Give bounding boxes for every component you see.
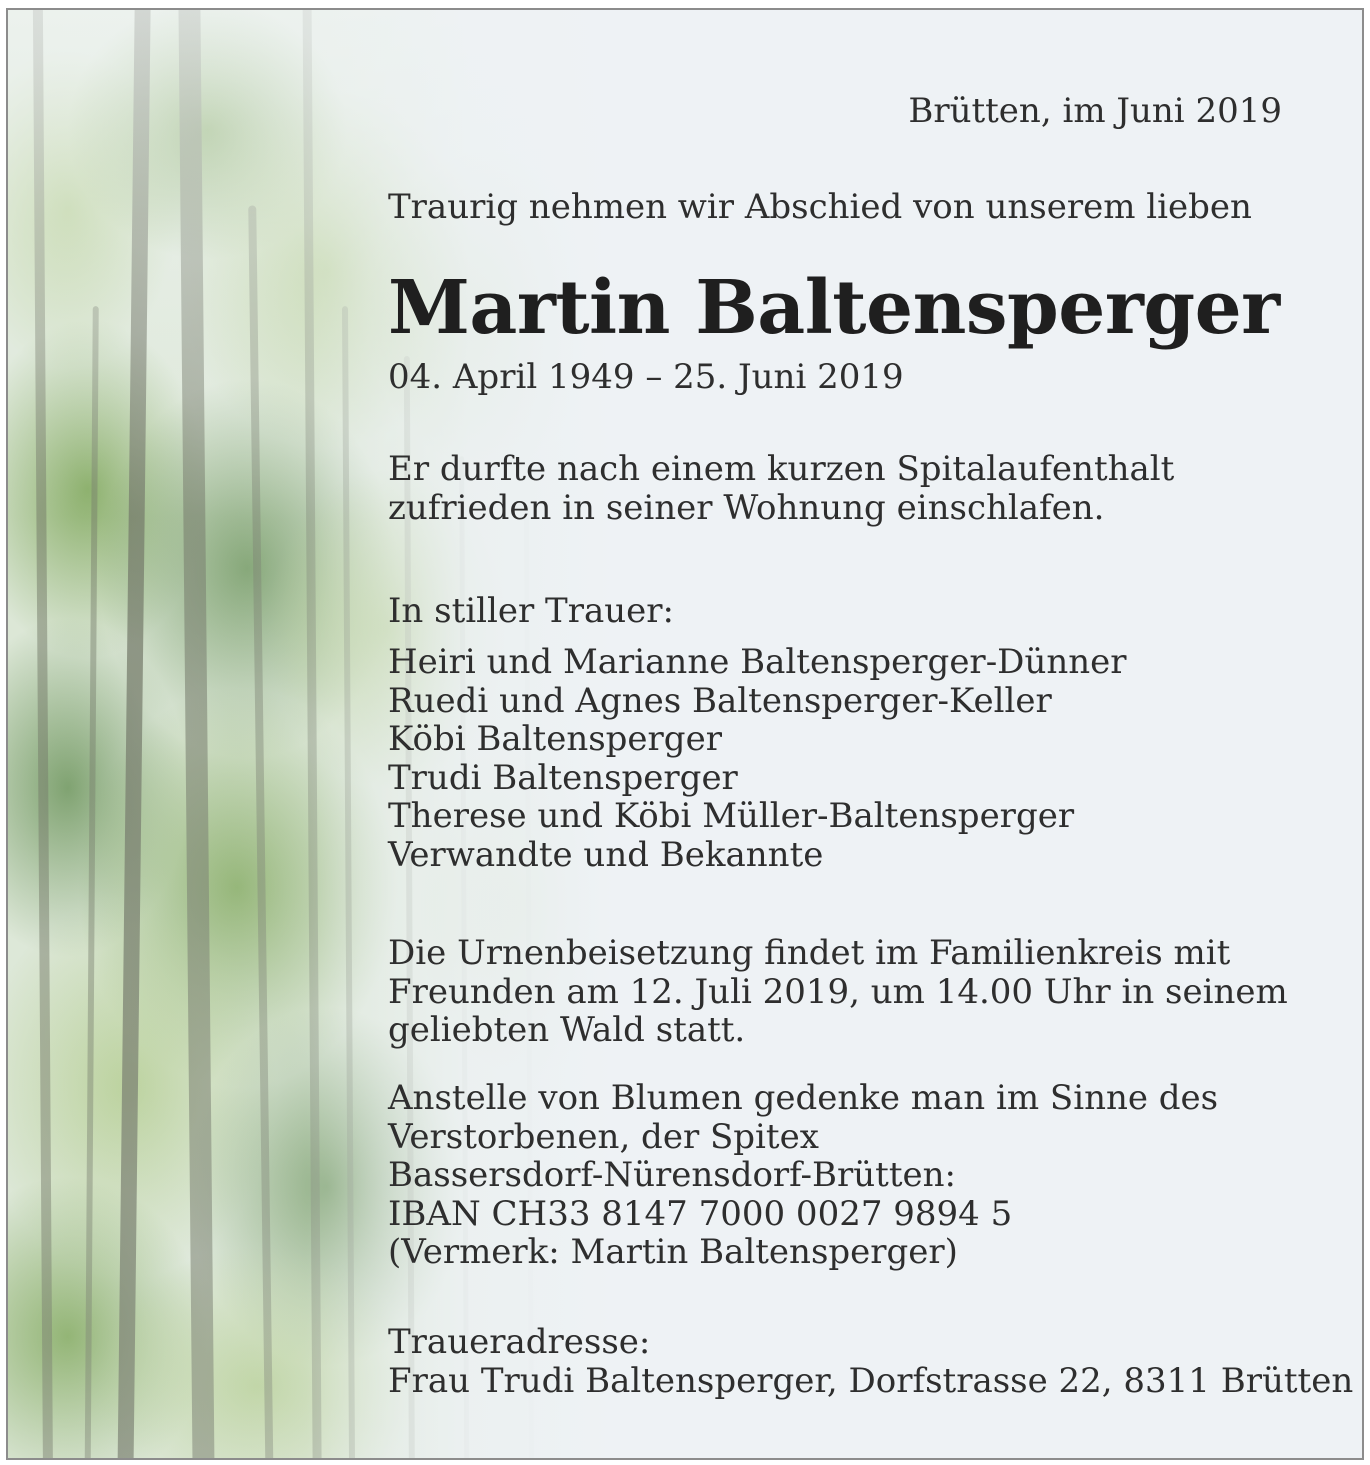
obituary-notice xyxy=(6,8,1364,1460)
donation-line: Anstelle von Blumen gedenke man im Sinne des xyxy=(388,1078,1219,1118)
donation-line: Bassersdorf-Nürensdorf-Brütten: xyxy=(388,1155,956,1195)
message-paragraph xyxy=(388,450,1174,527)
mourner-item: Köbi Baltensperger xyxy=(388,719,722,759)
address-label: Traueradresse: xyxy=(388,1322,651,1362)
mourning-address xyxy=(388,1323,1353,1400)
place-date: Brütten, im Juni 2019 xyxy=(908,91,1282,131)
donation-line: (Vermerk: Martin Baltensperger) xyxy=(388,1232,958,1272)
donation-paragraph xyxy=(388,1079,1218,1272)
intro-text: Traurig nehmen wir Abschied von unserem lieben xyxy=(388,187,1252,227)
deceased-name: Martin Baltensperger xyxy=(388,265,1280,351)
ceremony-line: Freunden am 12. Juli 2019, um 14.00 Uhr in seinem xyxy=(388,971,1288,1012)
life-dates: 04. April 1949 – 25. Juni 2019 xyxy=(388,357,904,397)
message-line: zufrieden in seiner Wohnung einschlafen. xyxy=(388,487,1105,528)
mourner-item: Therese und Köbi Müller-Baltensperger xyxy=(388,796,1075,836)
donation-line: Verstorbenen, der Spitex xyxy=(388,1116,819,1157)
message-line: Er durfte nach einem kurzen Spitalaufenthalt xyxy=(388,449,1175,489)
mourner-item: Trudi Baltensperger xyxy=(388,757,738,798)
address-line: Frau Trudi Baltensperger, Dorfstrasse 22, 8311 Brütten xyxy=(388,1360,1354,1401)
mourner-item: Ruedi und Agnes Baltensperger-Keller xyxy=(388,680,1052,721)
iban-line: IBAN CH33 8147 7000 0027 9894 5 xyxy=(388,1193,1013,1234)
mourning-label: In stiller Trauer: xyxy=(388,591,674,631)
mourner-item: Heiri und Marianne Baltensperger-Dünner xyxy=(388,642,1127,682)
ceremony-line: Die Urnenbeisetzung findet im Familienkreis mit xyxy=(388,933,1231,973)
mourner-item: Verwandte und Bekannte xyxy=(388,834,824,875)
mourners-list xyxy=(388,643,1127,874)
ceremony-line: geliebten Wald statt. xyxy=(388,1010,746,1050)
ceremony-paragraph xyxy=(388,934,1288,1050)
